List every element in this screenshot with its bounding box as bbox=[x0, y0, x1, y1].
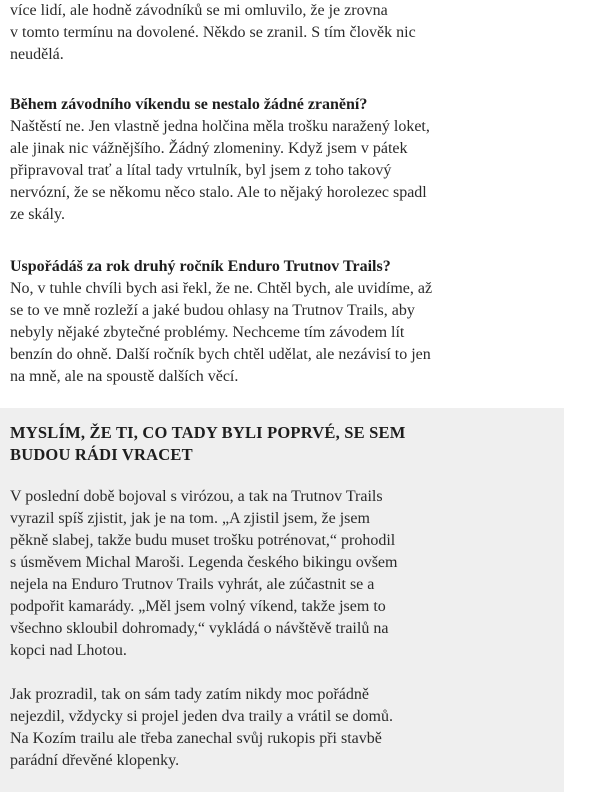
text-line: No, v tuhle chvíli bych asi řekl, že ne. Chtěl bych, ale uvidíme, až bbox=[10, 280, 433, 297]
intro-paragraph bbox=[10, 0, 490, 66]
heading-line: MYSLÍM, ŽE TI, CO TADY BYLI POPRVÉ, SE SEM bbox=[10, 423, 406, 442]
text-line: podpořit kamarády. „Měl jsem volný víkend, takže jsem to bbox=[10, 598, 386, 615]
qa-block-injuries bbox=[10, 94, 490, 226]
text-line: Na Kozím trailu ale třeba zanechal svůj rukopis při stavbě bbox=[10, 730, 382, 747]
box-paragraph bbox=[10, 486, 460, 662]
text-line: nebyly nějaké zbytečné problémy. Nechceme tím závodem lít bbox=[10, 324, 405, 341]
text-line: parádní dřevěné klopenky. bbox=[10, 752, 180, 769]
qa-block-next-year bbox=[10, 256, 490, 388]
text-line: v tomto termínu na dovolené. Někdo se zranil. S tím člověk nic bbox=[10, 24, 416, 41]
box-paragraph bbox=[10, 684, 460, 772]
text-line: s úsměvem Michal Maroši. Legenda českého bikingu ovšem bbox=[10, 554, 398, 571]
text-line: nejezdil, vždycky si projel jeden dva traily a vrátil se domů. bbox=[10, 708, 393, 725]
text-line: nejela na Enduro Trutnov Trails vyhrát, ale zúčastnit se a bbox=[10, 576, 375, 593]
text-line: se to ve mně rozleží a jaké budou ohlasy na Trutnov Trails, aby bbox=[10, 302, 415, 319]
text-line: Naštěstí ne. Jen vlastně jedna holčina měla trošku naražený loket, bbox=[10, 118, 430, 135]
text-line: vyrazil spíš zjistit, jak je na tom. „A zjistil jsem, že jsem bbox=[10, 510, 370, 527]
text-line: ale jinak nic vážnějšího. Žádný zlomeniny. Když jsem v pátek bbox=[10, 140, 408, 157]
interview-question: Během závodního víkendu se nestalo žádné zranění? bbox=[10, 96, 368, 113]
text-line: V poslední době bojoval s virózou, a tak na Trutnov Trails bbox=[10, 488, 383, 505]
text-line: neudělá. bbox=[10, 46, 64, 63]
text-line: ze skály. bbox=[10, 206, 65, 223]
text-line: pěkně slabej, takže budu muset trošku potrénovat,“ prohodil bbox=[10, 532, 396, 549]
text-line: Jak prozradil, tak on sám tady zatím nikdy moc pořádně bbox=[10, 686, 370, 703]
text-line: všechno skloubil dohromady,“ vykládá o návštěvě trailů na bbox=[10, 620, 389, 637]
highlight-box bbox=[0, 408, 564, 792]
text-line: kopci nad Lhotou. bbox=[10, 642, 127, 659]
text-line: více lidí, ale hodně závodníků se mi omluvilo, že je zrovna bbox=[10, 2, 388, 19]
interview-question: Uspořádáš za rok druhý ročník Enduro Trutnov Trails? bbox=[10, 258, 391, 275]
heading-line: BUDOU RÁDI VRACET bbox=[10, 445, 193, 464]
text-line: benzín do ohně. Další ročník bych chtěl udělat, ale nezávisí to jen bbox=[10, 346, 431, 363]
text-line: nervózní, že se někomu něco stalo. Ale to nějaký horolezec spadl bbox=[10, 184, 427, 201]
text-line: na mně, ale na spoustě dalších věcí. bbox=[10, 368, 239, 385]
text-line: připravoval trať a lítal tady vrtulník, byl jsem z toho takový bbox=[10, 162, 392, 179]
box-heading bbox=[10, 422, 405, 466]
